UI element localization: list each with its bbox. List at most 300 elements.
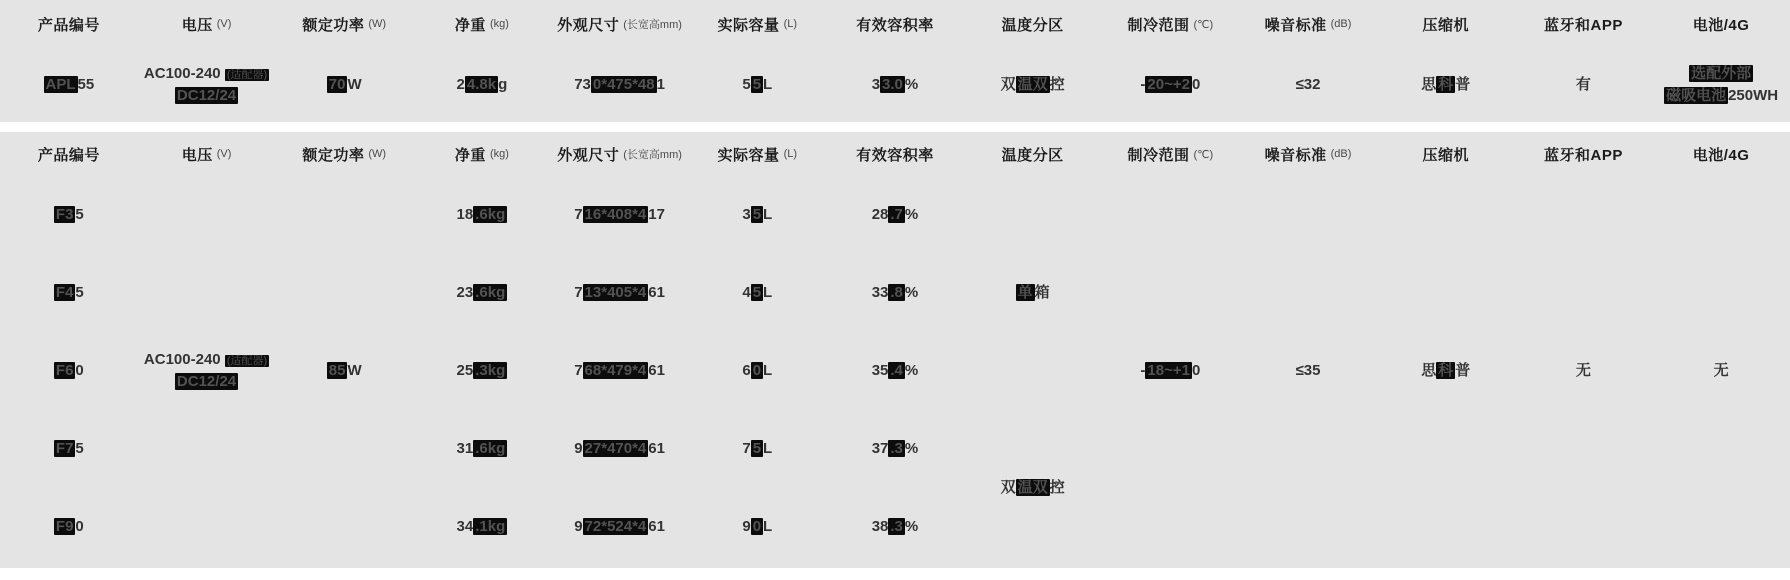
cell-net-weight — [413, 48, 551, 122]
text-segment: 0 — [1191, 362, 1201, 380]
cell-temp-zones — [964, 176, 1102, 410]
column-header-label: 压缩机 — [1422, 16, 1469, 34]
cell-line — [54, 204, 84, 226]
cell-line — [144, 349, 269, 371]
text-segment: L — [763, 518, 773, 536]
redaction-highlight: 72*524*4 — [584, 518, 647, 536]
cell-capacity — [688, 410, 826, 488]
cell-capacity — [688, 254, 826, 332]
spec-column-battery-4g — [1652, 176, 1790, 566]
column-header-label: 实际容量 — [717, 146, 780, 164]
column-header-unit: (L) — [783, 18, 798, 30]
cell-cooling-range — [1102, 48, 1240, 122]
redaction-highlight: APL — [45, 76, 76, 94]
column-header-compressor — [1377, 0, 1515, 48]
text-segment: 7 — [574, 206, 583, 224]
column-header-voltage — [138, 0, 276, 48]
column-header-unit: (℃) — [1193, 148, 1214, 161]
column-header-cooling-range — [1102, 0, 1240, 48]
column-header-product-id — [0, 0, 138, 48]
cell-capacity — [688, 48, 826, 122]
redaction-highlight: .6kg — [475, 284, 506, 302]
cell-line — [175, 371, 238, 393]
text-segment: 有 — [1575, 76, 1591, 94]
text-segment: 7 — [574, 284, 583, 302]
cell-line — [327, 360, 362, 382]
cell-net-weight — [413, 176, 551, 254]
text-segment: 4 — [742, 284, 751, 302]
column-header-noise — [1239, 0, 1377, 48]
spec-column-noise — [1239, 176, 1377, 566]
cell-battery-4g — [1652, 48, 1790, 122]
cell-line — [1689, 63, 1753, 85]
cell-compressor — [1377, 48, 1515, 122]
cell-line — [1140, 360, 1200, 382]
cell-dimensions — [551, 332, 689, 410]
spec-column-noise — [1239, 48, 1377, 122]
column-header-unit: (dB) — [1330, 148, 1352, 160]
text-segment: ≤32 — [1295, 76, 1321, 94]
text-segment: 61 — [648, 440, 665, 458]
cell-product-id — [0, 488, 138, 566]
text-segment: g — [498, 76, 508, 94]
cell-line — [457, 74, 508, 96]
spec-column-voltage — [138, 176, 276, 566]
column-header-battery-4g — [1652, 0, 1790, 48]
cell-cooling-range — [1102, 176, 1240, 566]
text-segment: 双 — [1000, 76, 1016, 94]
column-header-label: 额定功率 — [302, 16, 365, 34]
column-header-label: 外观尺寸 — [557, 16, 620, 34]
text-segment: 250WH — [1728, 87, 1779, 104]
top-spec-table-panel — [0, 0, 1790, 122]
column-header-voltage — [138, 132, 276, 176]
redaction-highlight: 70 — [328, 76, 346, 94]
column-header-unit: (V) — [216, 148, 232, 160]
column-header-label: 额定功率 — [302, 146, 365, 164]
cell-compressor — [1377, 176, 1515, 566]
cell-line — [742, 360, 772, 382]
text-segment: 0 — [75, 362, 84, 380]
redaction-highlight: 5 — [752, 440, 762, 458]
text-segment: - — [1140, 362, 1146, 380]
cell-line — [457, 516, 508, 538]
spec-column-capacity — [688, 176, 826, 566]
text-segment: 3 — [742, 206, 751, 224]
cell-capacity — [688, 176, 826, 254]
column-header-label: 净重 — [454, 146, 486, 164]
redaction-highlight: F3 — [55, 206, 74, 224]
cell-line — [1001, 477, 1065, 499]
redaction-highlight: .3kg — [475, 362, 506, 380]
column-header-capacity — [688, 0, 826, 48]
cell-bluetooth-app — [1515, 176, 1653, 566]
cell-line — [1576, 360, 1591, 382]
column-header-label: 产品编号 — [37, 16, 100, 34]
bottom-table-body — [0, 176, 1790, 566]
cell-voltage — [138, 48, 276, 122]
cell-rated-power — [275, 176, 413, 566]
text-segment: 61 — [648, 284, 665, 302]
redaction-highlight: 3.0 — [882, 76, 903, 94]
redaction-highlight: 科 — [1438, 362, 1454, 380]
spec-column-voltage — [138, 48, 276, 122]
text-segment: 33 — [871, 284, 889, 302]
cell-product-id — [0, 254, 138, 332]
column-header-label: 净重 — [454, 16, 486, 34]
cell-net-weight — [413, 332, 551, 410]
text-segment: 无 — [1713, 362, 1729, 380]
text-segment: 9 — [574, 518, 583, 536]
spec-column-capacity — [688, 48, 826, 122]
column-header-product-id — [0, 132, 138, 176]
text-segment: 61 — [648, 362, 665, 380]
redaction-highlight: 单 — [1017, 284, 1033, 302]
cell-line — [1421, 74, 1470, 96]
cell-line — [742, 204, 772, 226]
text-segment: 34 — [456, 518, 474, 536]
column-header-bluetooth-app — [1515, 132, 1653, 176]
cell-line — [872, 516, 919, 538]
cell-line — [742, 74, 772, 96]
cell-voltage — [138, 176, 276, 566]
spec-column-volume-ratio — [826, 176, 964, 566]
text-segment: L — [763, 76, 773, 94]
redaction-highlight: (适配器) — [226, 69, 268, 82]
text-segment: 7 — [742, 440, 751, 458]
text-segment: 思 — [1421, 362, 1437, 380]
redaction-highlight: 18~+1 — [1147, 362, 1190, 380]
cell-line — [54, 438, 84, 460]
redaction-highlight: 85 — [328, 362, 346, 380]
text-segment: 5 — [742, 76, 751, 94]
column-header-battery-4g — [1652, 132, 1790, 176]
spec-column-temp-zones — [964, 48, 1102, 122]
column-header-label: 外观尺寸 — [557, 146, 620, 164]
text-segment: % — [904, 76, 919, 94]
spec-column-compressor — [1377, 176, 1515, 566]
spec-column-bluetooth-app — [1515, 176, 1653, 566]
cell-product-id — [0, 48, 138, 122]
cell-temp-zones — [964, 410, 1102, 566]
cell-noise — [1239, 48, 1377, 122]
redaction-highlight: 5 — [752, 284, 762, 302]
cell-line — [742, 438, 772, 460]
spec-column-dimensions — [551, 176, 689, 566]
spec-column-cooling-range — [1102, 176, 1240, 566]
bottom-table-header-row — [0, 132, 1790, 176]
column-header-label: 电池/4G — [1692, 146, 1750, 164]
text-segment: 1 — [656, 76, 665, 94]
cell-line — [144, 63, 269, 85]
spec-column-bluetooth-app — [1515, 48, 1653, 122]
column-header-rated-power — [275, 132, 413, 176]
column-header-bluetooth-app — [1515, 0, 1653, 48]
cell-line — [574, 360, 665, 382]
text-segment: 17 — [648, 206, 665, 224]
cell-volume-ratio — [826, 410, 964, 488]
text-segment: 思 — [1421, 76, 1437, 94]
column-header-unit: (kg) — [489, 18, 509, 30]
column-header-volume-ratio — [826, 0, 964, 48]
column-header-unit: (长宽高mm) — [623, 149, 682, 161]
spec-column-net-weight — [413, 48, 551, 122]
text-segment: 0 — [1191, 76, 1201, 94]
cell-line — [872, 204, 919, 226]
cell-line — [574, 438, 665, 460]
column-header-label: 压缩机 — [1422, 146, 1469, 164]
text-segment: 37 — [871, 440, 889, 458]
column-header-label: 电压 — [181, 16, 213, 34]
cell-line — [574, 74, 665, 96]
column-header-label: 温度分区 — [1001, 146, 1064, 164]
cell-dimensions — [551, 254, 689, 332]
column-header-dimensions — [551, 132, 689, 176]
cell-line — [1001, 74, 1065, 96]
cell-net-weight — [413, 488, 551, 566]
cell-line — [44, 74, 95, 96]
redaction-highlight: .4 — [890, 362, 903, 380]
spec-column-battery-4g — [1652, 48, 1790, 122]
cell-line — [457, 360, 508, 382]
cell-line — [54, 516, 84, 538]
text-segment: 0 — [75, 518, 84, 536]
column-header-volume-ratio — [826, 132, 964, 176]
text-segment: L — [763, 284, 773, 302]
redaction-highlight: 5 — [752, 206, 762, 224]
cell-dimensions — [551, 488, 689, 566]
cell-dimensions — [551, 410, 689, 488]
redaction-highlight: .7 — [890, 206, 903, 224]
bottom-spec-table-panel — [0, 132, 1790, 568]
panel-divider — [0, 122, 1790, 132]
spec-column-rated-power — [275, 48, 413, 122]
column-header-unit: (L) — [783, 148, 798, 160]
column-header-noise — [1239, 132, 1377, 176]
spec-column-dimensions — [551, 48, 689, 122]
cell-line — [327, 74, 362, 96]
text-segment: % — [904, 284, 919, 302]
text-segment: AC100-240 — [143, 65, 225, 83]
text-segment: L — [763, 362, 773, 380]
column-header-unit: (℃) — [1193, 18, 1214, 31]
cell-rated-power — [275, 48, 413, 122]
spec-column-product-id — [0, 176, 138, 566]
text-segment: 双 — [1000, 479, 1016, 497]
column-header-cooling-range — [1102, 132, 1240, 176]
cell-bluetooth-app — [1515, 48, 1653, 122]
cell-line — [1016, 282, 1050, 304]
text-segment: ≤35 — [1295, 362, 1321, 380]
cell-volume-ratio — [826, 488, 964, 566]
column-header-label: 实际容量 — [717, 16, 780, 34]
top-table-body — [0, 48, 1790, 122]
text-segment: 5 — [75, 284, 84, 302]
column-header-unit: (kg) — [489, 148, 509, 160]
cell-product-id — [0, 332, 138, 410]
cell-line — [872, 360, 919, 382]
cell-line — [1140, 74, 1200, 96]
redaction-highlight: .6kg — [475, 440, 506, 458]
cell-line — [457, 438, 508, 460]
text-segment: L — [763, 206, 773, 224]
column-header-temp-zones — [964, 132, 1102, 176]
redaction-highlight: 5 — [752, 76, 762, 94]
spec-column-compressor — [1377, 48, 1515, 122]
redaction-highlight: .3 — [890, 518, 903, 536]
column-header-compressor — [1377, 132, 1515, 176]
column-header-net-weight — [413, 132, 551, 176]
cell-line — [54, 282, 84, 304]
text-segment: 3 — [871, 76, 881, 94]
text-segment: 25 — [456, 362, 474, 380]
text-segment: 9 — [742, 518, 751, 536]
redaction-highlight: 13*405*4 — [584, 284, 647, 302]
text-segment: 5 — [75, 440, 84, 458]
text-segment: W — [347, 362, 362, 380]
text-segment: 2 — [456, 76, 465, 94]
cell-line — [1714, 360, 1729, 382]
text-segment: 无 — [1575, 362, 1591, 380]
redaction-highlight: F9 — [55, 518, 74, 536]
redaction-highlight: .6kg — [475, 206, 506, 224]
cell-line — [872, 438, 919, 460]
column-header-label: 噪音标准 — [1264, 146, 1327, 164]
redaction-highlight: 0 — [752, 518, 762, 536]
redaction-highlight: 磁吸电池 — [1666, 87, 1727, 104]
redaction-highlight: .8 — [890, 284, 903, 302]
column-header-rated-power — [275, 0, 413, 48]
spec-column-temp-zones — [964, 176, 1102, 566]
cell-temp-zones — [964, 48, 1102, 122]
cell-line — [54, 360, 84, 382]
text-segment: 31 — [456, 440, 474, 458]
top-table-header-row — [0, 0, 1790, 48]
cell-net-weight — [413, 410, 551, 488]
cell-line — [457, 204, 508, 226]
spec-column-cooling-range — [1102, 48, 1240, 122]
cell-line — [1576, 74, 1591, 96]
spec-column-volume-ratio — [826, 48, 964, 122]
column-header-label: 有效容积率 — [856, 146, 934, 164]
column-header-unit: (W) — [368, 18, 387, 30]
cell-line — [1421, 360, 1470, 382]
text-segment: AC100-240 — [143, 351, 225, 369]
column-header-label: 温度分区 — [1001, 16, 1064, 34]
column-header-label: 有效容积率 — [856, 16, 934, 34]
redaction-highlight: 20~+2 — [1147, 76, 1190, 94]
column-header-dimensions — [551, 0, 689, 48]
column-header-unit: (W) — [368, 148, 387, 160]
redaction-highlight: 科 — [1438, 76, 1454, 94]
cell-dimensions — [551, 176, 689, 254]
redaction-highlight: 选配外部 — [1691, 65, 1752, 83]
redaction-highlight: .3 — [890, 440, 903, 458]
text-segment: 7 — [574, 362, 583, 380]
text-segment: 18 — [456, 206, 474, 224]
redaction-highlight: F4 — [55, 284, 74, 302]
text-segment: % — [904, 440, 919, 458]
redaction-highlight: 温双 — [1017, 76, 1048, 94]
redaction-highlight: F6 — [55, 362, 74, 380]
column-header-label: 电池/4G — [1692, 16, 1750, 34]
redaction-highlight: .1kg — [475, 518, 506, 536]
cell-volume-ratio — [826, 254, 964, 332]
column-header-label: 噪音标准 — [1264, 16, 1327, 34]
cell-battery-4g — [1652, 176, 1790, 566]
redaction-highlight: (适配器) — [226, 355, 268, 368]
cell-line — [574, 204, 665, 226]
redaction-highlight: 16*408*4 — [584, 206, 647, 224]
column-header-label: 制冷范围 — [1127, 146, 1190, 164]
text-segment: % — [904, 362, 919, 380]
column-header-label: 制冷范围 — [1127, 16, 1190, 34]
redaction-highlight: 0*475*48 — [592, 76, 655, 94]
column-header-net-weight — [413, 0, 551, 48]
cell-dimensions — [551, 48, 689, 122]
text-segment: L — [763, 440, 773, 458]
cell-noise — [1239, 176, 1377, 566]
redaction-highlight: DC12/24 — [176, 373, 237, 390]
cell-line — [175, 85, 238, 107]
cell-product-id — [0, 410, 138, 488]
cell-line — [872, 74, 919, 96]
column-header-capacity — [688, 132, 826, 176]
spec-column-net-weight — [413, 176, 551, 566]
text-segment: 35 — [871, 362, 889, 380]
text-segment: 5 — [75, 206, 84, 224]
cell-line — [1296, 360, 1321, 382]
spec-column-product-id — [0, 48, 138, 122]
column-header-label: 蓝牙和APP — [1543, 16, 1623, 34]
cell-line — [1664, 85, 1778, 107]
cell-line — [574, 282, 665, 304]
text-segment: W — [347, 76, 362, 94]
text-segment: 控 — [1049, 479, 1065, 497]
redaction-highlight: DC12/24 — [176, 87, 237, 104]
cell-line — [1296, 74, 1321, 96]
text-segment: 73 — [574, 76, 591, 94]
text-segment: 6 — [742, 362, 751, 380]
text-segment: % — [904, 206, 919, 224]
text-segment: % — [904, 518, 919, 536]
column-header-temp-zones — [964, 0, 1102, 48]
text-segment: 38 — [871, 518, 889, 536]
text-segment: 61 — [648, 518, 665, 536]
cell-capacity — [688, 488, 826, 566]
text-segment: 55 — [77, 76, 95, 94]
text-segment: 箱 — [1034, 284, 1050, 302]
cell-line — [574, 516, 665, 538]
cell-volume-ratio — [826, 176, 964, 254]
redaction-highlight: 27*470*4 — [584, 440, 647, 458]
redaction-highlight: F7 — [55, 440, 74, 458]
cell-line — [457, 282, 508, 304]
text-segment: 普 — [1455, 362, 1471, 380]
cell-volume-ratio — [826, 48, 964, 122]
text-segment: 23 — [456, 284, 474, 302]
redaction-highlight: 温双 — [1017, 479, 1048, 497]
cell-volume-ratio — [826, 332, 964, 410]
cell-net-weight — [413, 254, 551, 332]
column-header-unit: (长宽高mm) — [623, 19, 682, 31]
text-segment: 控 — [1049, 76, 1065, 94]
redaction-highlight: 4.8k — [466, 76, 497, 94]
column-header-label: 电压 — [181, 146, 213, 164]
cell-line — [872, 282, 919, 304]
column-header-label: 蓝牙和APP — [1543, 146, 1623, 164]
text-segment: 9 — [574, 440, 583, 458]
